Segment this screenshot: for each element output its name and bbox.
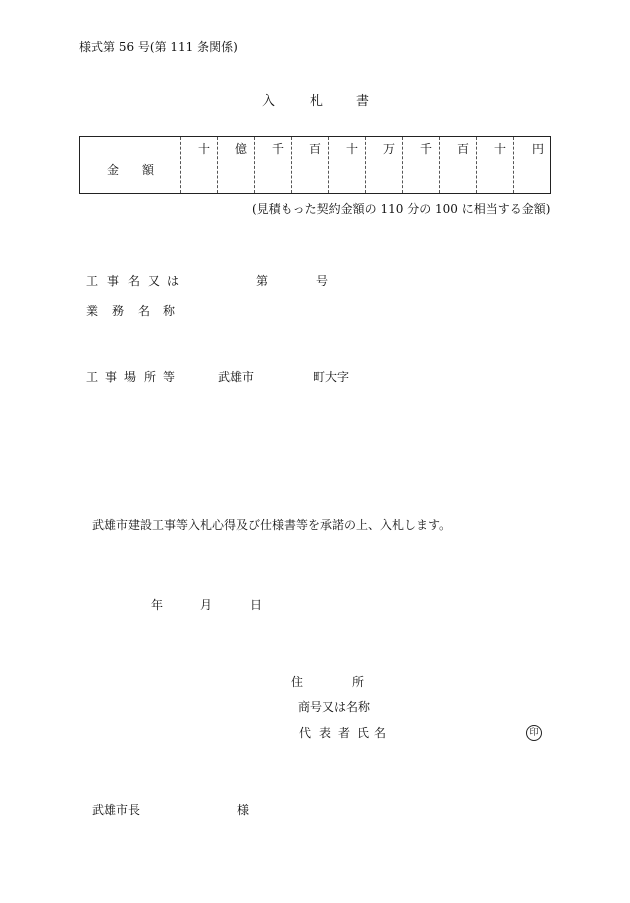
digit-divider [291,137,292,193]
form-number: 様式第 56 号(第 111 条関係) [79,40,238,54]
amount-label: 金 [107,163,120,177]
label-char: 場 [124,370,137,384]
rep-label-char: 代 [299,726,312,740]
title-char: 入 [262,94,276,109]
label-char: 又 [148,274,161,288]
amount-label: 額 [142,163,155,177]
digit-divider [365,137,366,193]
rep-label-char: 氏 [357,726,370,740]
mayor-title: 武雄市長 [92,803,141,817]
rep-label-char: 者 [338,726,351,740]
digit-divider [476,137,477,193]
digit-divider [439,137,440,193]
address-label: 住 [291,675,304,689]
date-day: 日 [250,598,263,612]
label-char: 工 [86,274,99,288]
label-char: 事 [105,370,118,384]
title-char: 書 [356,94,370,109]
unit-label: 百 [457,142,470,156]
city-name: 武雄市 [218,370,255,384]
digit-divider [254,137,255,193]
label-char: は [167,274,180,288]
label-char: 工 [86,370,99,384]
town-suffix: 町大字 [313,370,350,384]
unit-label: 十 [494,142,507,156]
number-suffix: 号 [316,274,329,288]
label-char: 称 [163,304,176,318]
unit-label: 千 [272,142,285,156]
amount-table [79,136,551,194]
date-year: 年 [151,598,164,612]
unit-label: 千 [420,142,433,156]
digit-divider [217,137,218,193]
unit-label: 百 [309,142,322,156]
label-char: 務 [112,304,125,318]
label-char: 事 [107,274,120,288]
honorific: 様 [237,803,250,817]
label-char: 所 [144,370,157,384]
digit-divider [180,137,181,193]
label-char: 名 [128,274,141,288]
label-char: 等 [163,370,176,384]
unit-label: 円 [532,142,545,156]
label-char: 名 [138,304,151,318]
unit-label: 万 [383,142,396,156]
unit-label: 十 [346,142,359,156]
unit-label: 十 [198,142,211,156]
rep-label-char: 名 [374,726,387,740]
digit-divider [328,137,329,193]
title-char: 札 [310,94,324,109]
number-prefix: 第 [256,274,269,288]
amount-note: (見積もった契約金額の 110 分の 100 に相当する金額) [252,202,551,216]
label-char: 業 [86,304,99,318]
seal-icon: 印 [526,725,542,741]
unit-label: 億 [235,142,248,156]
digit-divider [402,137,403,193]
rep-label-char: 表 [319,726,332,740]
date-month: 月 [200,598,213,612]
bid-statement: 武雄市建設工事等入札心得及び仕様書等を承諾の上、入札します。 [92,518,452,532]
address-label: 所 [352,675,365,689]
digit-divider [513,137,514,193]
business-name-label: 商号又は名称 [298,700,371,714]
